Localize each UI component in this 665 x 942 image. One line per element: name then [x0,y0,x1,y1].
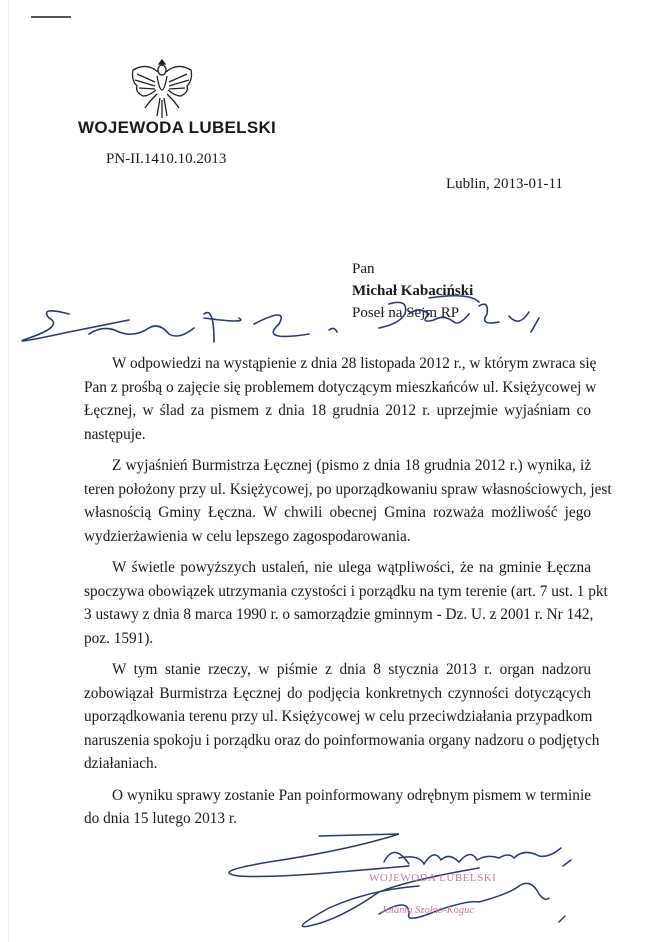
text-line: O wyniku sprawy zostanie Pan poinformowany odrębnym pismem w terminie [112,786,591,804]
text-line: wydzierżawienia w celu lepszego zagospodarowania. [84,527,411,545]
scan-mark [31,16,71,18]
paragraph [84,454,612,548]
text-line: naruszenia spokoju i porządku oraz do poinformowania organy nadzoru o podjętych [84,731,600,749]
stamp-office: WOJEWODA LUBELSKI [369,872,497,884]
text-line: 3 ustawy z dnia 8 marca 1990 r. o samorządzie gminnym - Dz. U. z 2001 r. Nr 142, [84,606,594,623]
paragraph [84,556,608,650]
letter-page [8,0,665,942]
recipient-name: Michał Kabaciński [352,283,474,299]
recipient-position: Poseł na Sejm RP [352,305,460,321]
text-line: Pan z prośbą o zajęcie się problemem dotyczącym mieszkańców ul. Księżycowej w [84,378,597,396]
stamp-signatory: Jolanta Szołno-Koguc [381,905,475,916]
text-line: W odpowiedzi na wystąpienie z dnia 28 listopada 2012 r., w którym zwraca się [112,355,597,372]
text-line: teren położony przy ul. Księżycowej, po uporządkowaniu spraw własnościowych, jest [84,480,612,498]
text-line: W tym stanie rzeczy, w piśmie z dnia 8 stycznia 2013 r. organ nadzoru [112,661,591,678]
polish-eagle-emblem-icon [127,56,197,120]
reference-number: PN-II.1410.10.2013 [106,151,227,167]
recipient-salutation: Pan [352,261,375,277]
place-date: Lublin, 2013-01-11 [446,176,563,192]
text-line: następuje. [84,425,146,443]
handwritten-greeting [9,290,649,352]
text-line: działaniach. [84,755,158,772]
text-line: zobowiązał Burmistrza Łęcznej do podjęcia konkretnych czynności dotyczących [84,684,591,702]
text-line: własnością Gminy Łęczna. W chwili obecnej Gmina rozważa możliwość jego [84,504,591,521]
paragraph [84,658,600,776]
text-line: poz. 1591). [84,629,154,647]
text-line: uporządkowania terenu przy ul. Księżycowej w celu przeciwdziałania przypadkom [84,708,593,725]
handwritten-signature [209,830,629,942]
text-line: spoczywa obowiązek utrzymania czystości i porządku na tym terenie (art. 7 ust. 1 pkt [84,582,608,600]
paragraph [84,352,597,446]
text-line: Z wyjaśnień Burmistrza Łęcznej (pismo z dnia 18 grudnia 2012 r.) wynika, iż [112,457,591,474]
text-line: do dnia 15 lutego 2013 r. [84,810,237,827]
text-line: Łęcznej, w ślad za pismem z dnia 18 grudnia 2012 r. uprzejmie wyjaśniam co [84,402,591,419]
issuer-title: WOJEWODA LUBELSKI [78,118,277,137]
paragraph [84,784,591,831]
letter-body [84,352,612,839]
text-line: W świetle powyższych ustaleń, nie ulega wątpliwości, że na gminie Łęczna [112,559,591,576]
